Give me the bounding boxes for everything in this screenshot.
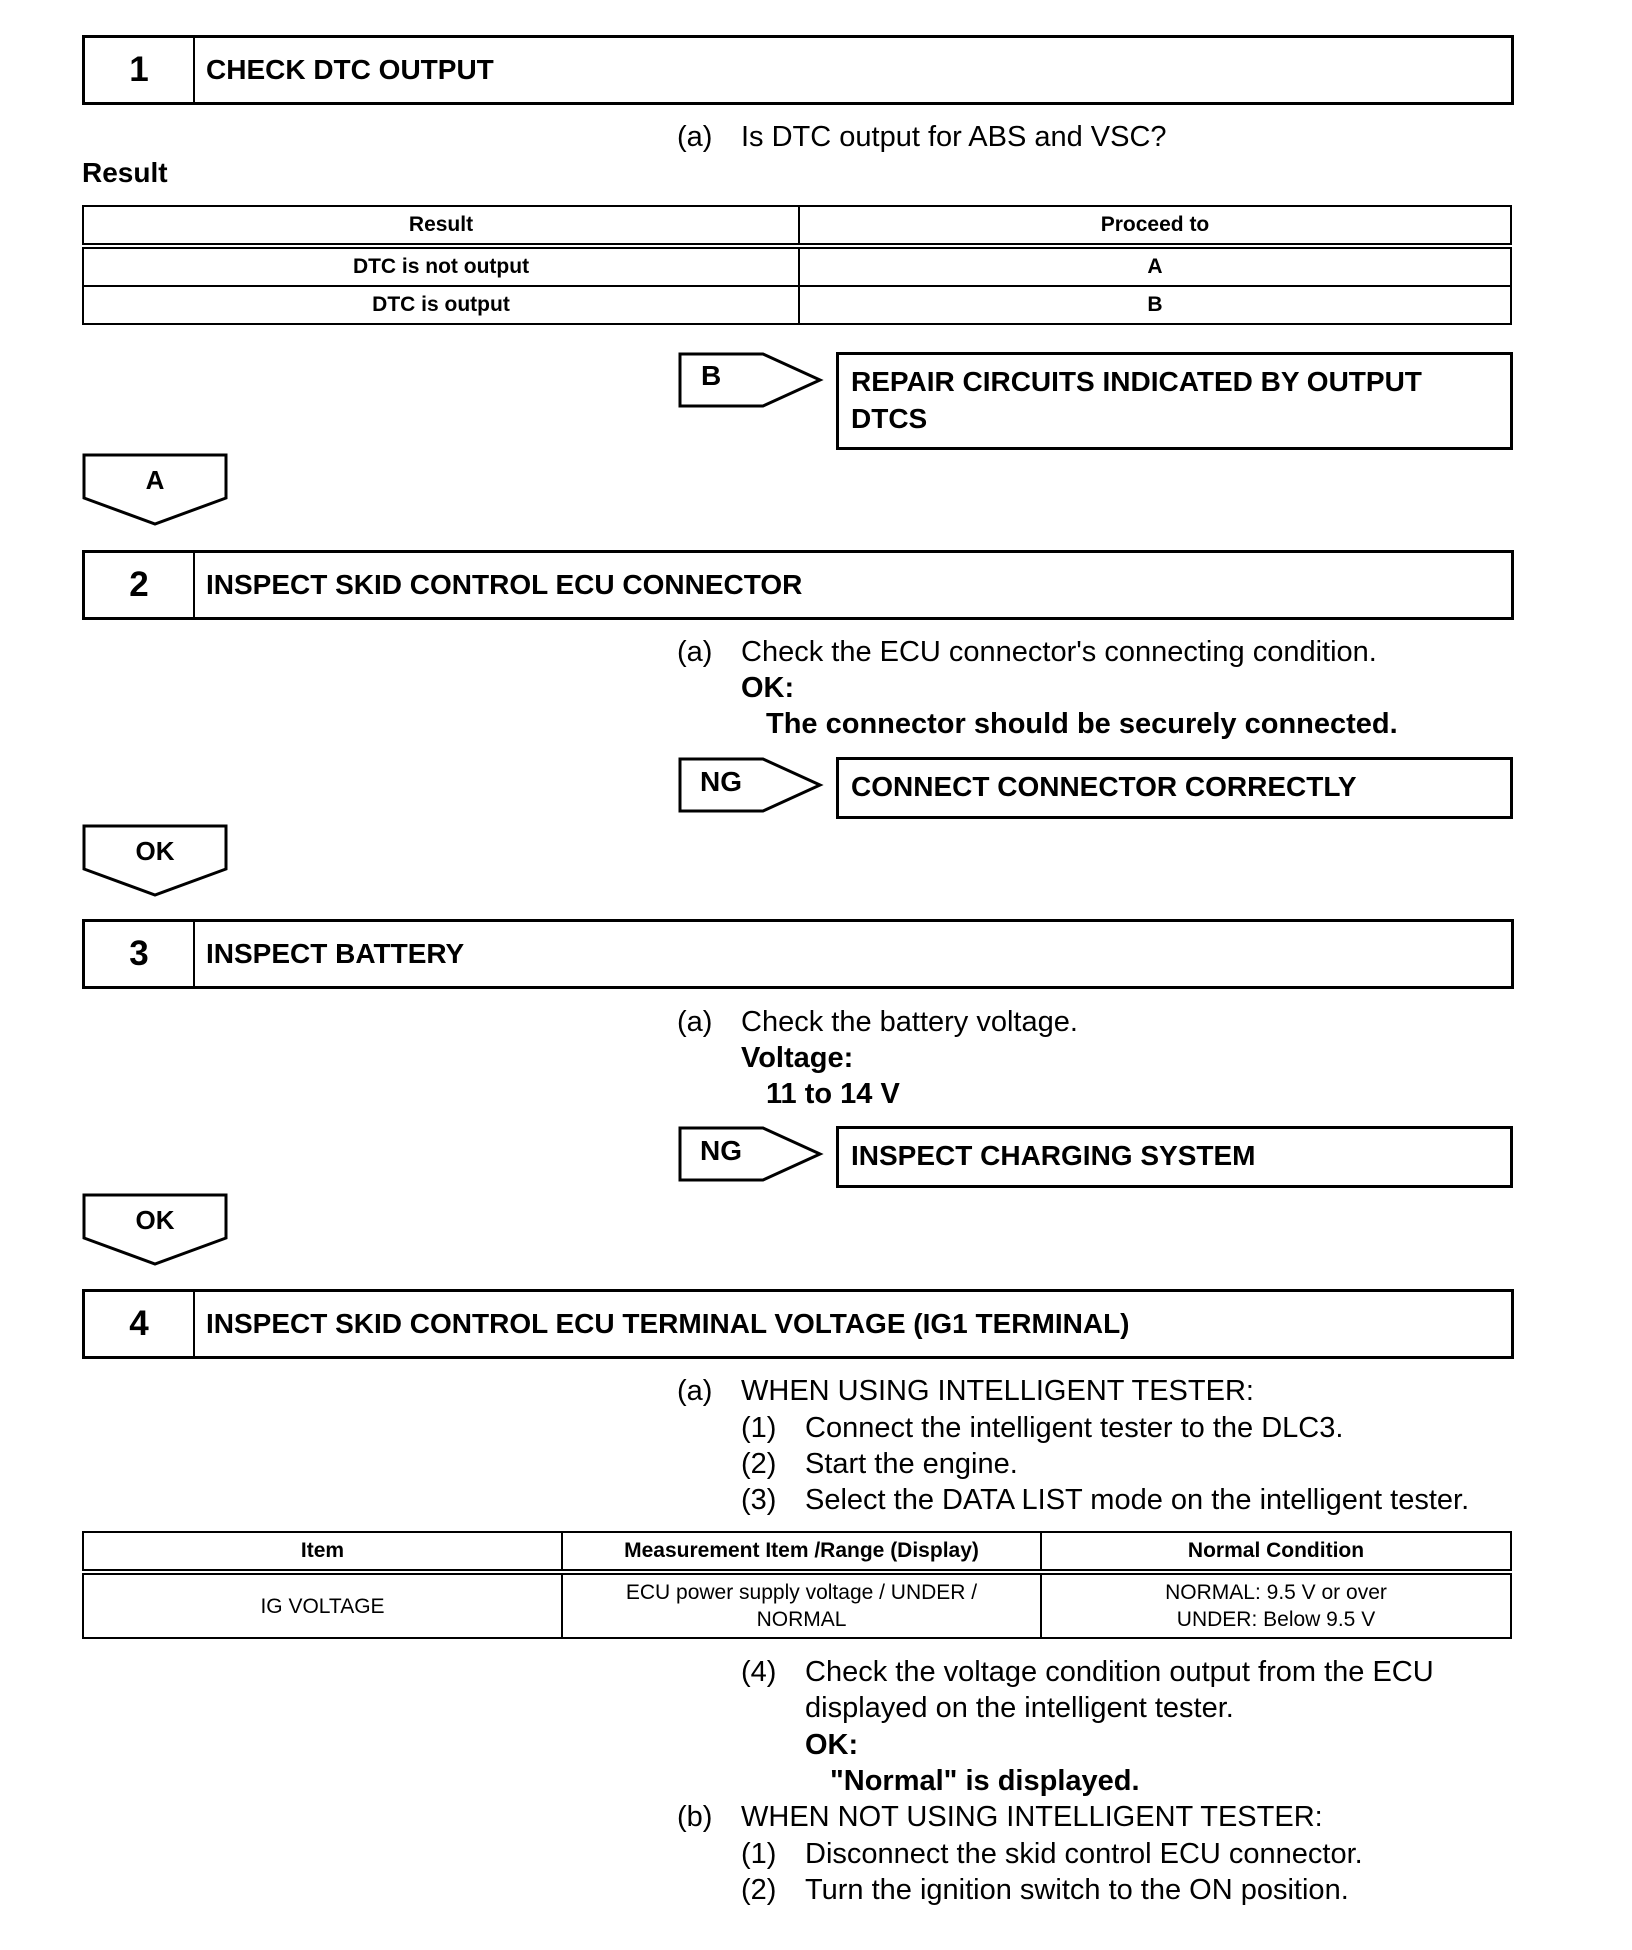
table-row — [83, 246, 1511, 286]
branch-ng-action — [836, 1126, 1513, 1188]
action-text-line2: DTCS — [851, 403, 928, 434]
table-cell: B — [799, 286, 1511, 324]
spec-value: 11 to 14 V — [766, 1078, 900, 1110]
step-1-header — [82, 35, 1514, 105]
result-heading: Result — [82, 157, 168, 188]
column-header: Item — [83, 1532, 562, 1572]
substep-label: (1) — [741, 1838, 777, 1870]
table-cell — [1041, 1572, 1511, 1638]
action-text: INSPECT CHARGING SYSTEM — [851, 1140, 1256, 1171]
table-cell: DTC is output — [83, 286, 799, 324]
table-row — [83, 286, 1511, 324]
substep-text: Connect the intelligent tester to the DLC3. — [805, 1412, 1344, 1444]
branch-ng-action — [836, 757, 1513, 819]
table-cell: DTC is not output — [83, 246, 799, 286]
next-a-arrow — [82, 453, 228, 527]
next-ok-arrow — [82, 1193, 228, 1267]
cell-line: NORMAL — [756, 1608, 847, 1631]
branch-ng-arrow — [678, 1126, 824, 1182]
branch-b-action — [836, 352, 1513, 450]
branch-b-arrow — [678, 352, 824, 408]
instruction-label: (a) — [677, 121, 713, 153]
substep-text: Check the voltage condition output from the ECU — [805, 1656, 1434, 1688]
step-title: CHECK DTC OUTPUT — [206, 54, 494, 85]
table-cell: A — [799, 246, 1511, 286]
substep-label: (2) — [741, 1874, 777, 1906]
step-2-header — [82, 550, 1514, 620]
table-row — [83, 1572, 1511, 1638]
substep-label: (2) — [741, 1448, 777, 1480]
substep-b-text: WHEN NOT USING INTELLIGENT TESTER: — [741, 1801, 1323, 1833]
step-number: 4 — [85, 1292, 195, 1356]
next-ok-arrow — [82, 824, 228, 898]
spec-label: Voltage: — [741, 1042, 854, 1074]
table-cell — [562, 1572, 1041, 1638]
column-header: Result — [83, 206, 799, 246]
next-label: OK — [135, 1205, 175, 1235]
substep-label: (1) — [741, 1412, 777, 1444]
column-header: Proceed to — [799, 206, 1511, 246]
cell-line: ECU power supply voltage / UNDER / — [625, 1581, 978, 1604]
branch-label: NG — [700, 1135, 742, 1166]
instruction-label: (a) — [677, 1006, 713, 1038]
next-label: A — [145, 465, 165, 495]
substep-text: Turn the ignition switch to the ON position. — [805, 1874, 1349, 1906]
step-3-header — [82, 919, 1514, 989]
step-4-header — [82, 1289, 1514, 1359]
step-title: INSPECT SKID CONTROL ECU TERMINAL VOLTAGE (IG1 TERMINAL) — [206, 1308, 1130, 1339]
step-title: INSPECT SKID CONTROL ECU CONNECTOR — [206, 569, 803, 600]
substep-a-label: (a) — [677, 1375, 713, 1407]
step-number: 1 — [85, 38, 195, 102]
result-table — [82, 205, 1512, 325]
data-list-table — [82, 1531, 1512, 1639]
column-header: Normal Condition — [1041, 1532, 1511, 1572]
instruction-text: Check the battery voltage. — [741, 1006, 1078, 1038]
instruction-label: (a) — [677, 636, 713, 668]
branch-label: NG — [700, 766, 742, 797]
step-title: INSPECT BATTERY — [206, 938, 465, 969]
ok-value: "Normal" is displayed. — [830, 1765, 1140, 1797]
action-text-line1: REPAIR CIRCUITS INDICATED BY OUTPUT — [851, 366, 1422, 397]
column-header: Measurement Item /Range (Display) — [562, 1532, 1041, 1572]
step-number: 2 — [85, 553, 195, 617]
ok-label: OK: — [805, 1729, 859, 1761]
ok-value: The connector should be securely connected. — [766, 708, 1398, 740]
substep-text: Start the engine. — [805, 1448, 1018, 1480]
right-arrow-icon — [678, 352, 824, 408]
substep-text: Select the DATA LIST mode on the intelligent tester. — [805, 1484, 1470, 1516]
substep-a-text: WHEN USING INTELLIGENT TESTER: — [741, 1375, 1254, 1407]
substep-label: (3) — [741, 1484, 777, 1516]
instruction-text: Check the ECU connector's connecting condition. — [741, 636, 1377, 668]
table-cell: IG VOLTAGE — [83, 1572, 562, 1638]
step-number: 3 — [85, 922, 195, 986]
substep-label: (4) — [741, 1656, 777, 1688]
substep-text: Disconnect the skid control ECU connector. — [805, 1838, 1363, 1870]
substep-b-label: (b) — [677, 1801, 713, 1833]
cell-line: NORMAL: 9.5 V or over — [1165, 1581, 1387, 1604]
branch-ng-arrow — [678, 757, 824, 813]
action-text: CONNECT CONNECTOR CORRECTLY — [851, 771, 1357, 802]
cell-line: UNDER: Below 9.5 V — [1176, 1608, 1376, 1631]
next-label: OK — [135, 836, 175, 866]
ok-label: OK: — [741, 672, 795, 704]
branch-label: B — [701, 360, 722, 391]
substep-text-cont: displayed on the intelligent tester. — [805, 1692, 1234, 1724]
instruction-text: Is DTC output for ABS and VSC? — [741, 121, 1167, 153]
